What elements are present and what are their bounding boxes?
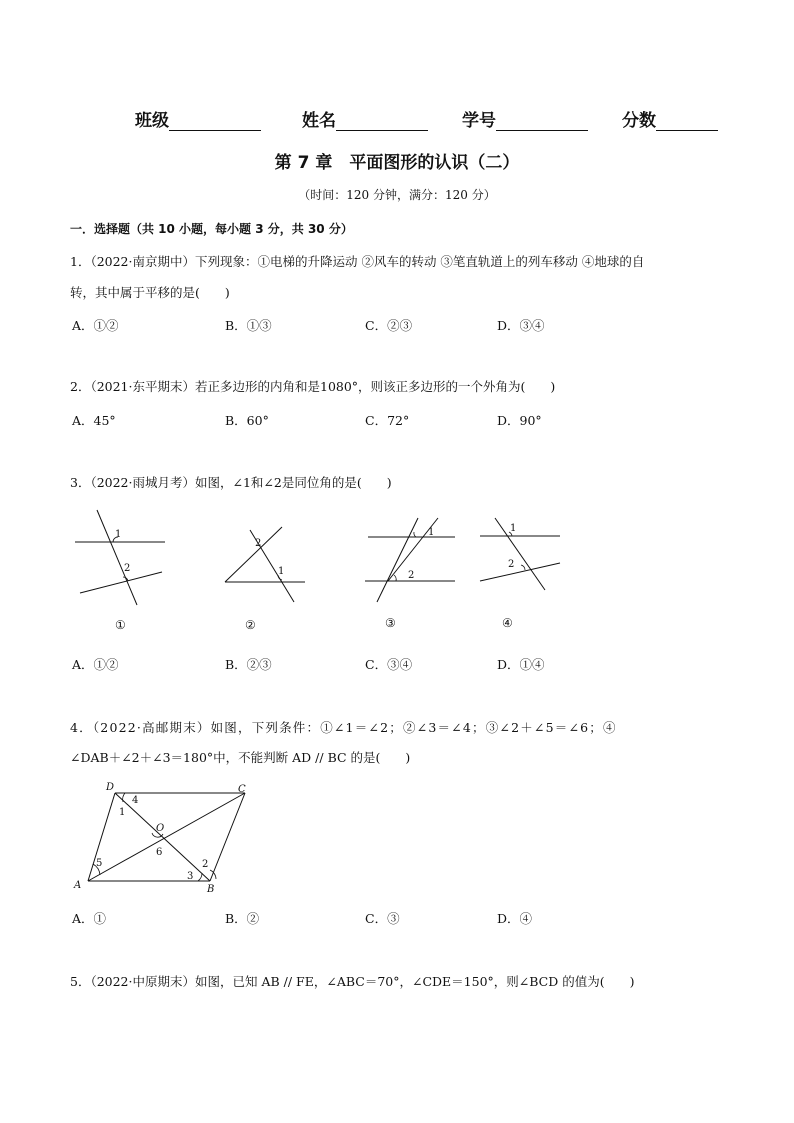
- q3-figure-1: [70, 505, 170, 610]
- question-2-text: 2．（2021·东平期末）若正多边形的内角和是1080°，则该正多边形的一个外角为( ): [70, 379, 556, 394]
- q4-option-c[interactable]: C．③: [365, 911, 400, 926]
- q3-fig4-angle-2: 2: [508, 559, 515, 570]
- q4-option-b[interactable]: B．②: [225, 911, 260, 926]
- class-label: 班级: [135, 111, 169, 131]
- id-blank[interactable]: [496, 112, 588, 131]
- class-blank[interactable]: [169, 112, 261, 131]
- q3-caption-2: ②: [245, 618, 256, 632]
- q3-option-c[interactable]: C．③④: [365, 657, 413, 672]
- q4-angle-1: 1: [119, 807, 126, 818]
- score-blank[interactable]: [656, 112, 718, 131]
- question-3-text: 3．（2022·雨城月考）如图，∠1和∠2是同位角的是( ): [70, 475, 392, 490]
- q4-label-d: D: [106, 782, 115, 793]
- q4-label-o: O: [156, 823, 165, 834]
- name-field: [302, 106, 428, 131]
- q1-option-c[interactable]: C．②③: [365, 318, 413, 333]
- q4-option-a[interactable]: A．①: [72, 911, 107, 926]
- name-blank[interactable]: [336, 112, 428, 131]
- q3-fig2-angle-2: 2: [255, 538, 262, 549]
- q2-option-a[interactable]: A．45°: [72, 413, 116, 428]
- q1-option-d[interactable]: D．③④: [497, 318, 545, 333]
- question-4-text: 4．（2022·高邮期末）如图，下列条件：①∠1＝∠2；②∠3＝∠4；③∠2＋∠5＝∠6；④: [70, 720, 617, 735]
- q3-option-b[interactable]: B．②③: [225, 657, 272, 672]
- q4-figure: [68, 776, 268, 896]
- question-1-text: 1．（2022·南京期中）下列现象：①电梯的升降运动 ②风车的转动 ③笔直轨道上的列车移动 ④地球的自: [70, 254, 645, 269]
- page-title: 第 7 章 平面图形的认识（二）: [274, 153, 520, 173]
- q2-option-b[interactable]: B．60°: [225, 413, 269, 428]
- q3-fig2-angle-1: 1: [278, 566, 285, 577]
- q2-option-d[interactable]: D．90°: [497, 413, 542, 428]
- section-heading: 一．选择题（共 10 小题，每小题 3 分，共 30 分）: [70, 222, 353, 236]
- q3-caption-4: ④: [502, 616, 513, 630]
- id-label: 学号: [462, 111, 496, 131]
- q4-label-b: B: [207, 884, 215, 895]
- class-field: [135, 106, 261, 131]
- q3-fig1-angle-1: 1: [115, 529, 122, 540]
- score-label: 分数: [622, 111, 656, 131]
- id-field: [462, 106, 588, 131]
- q3-figure-2: [220, 522, 310, 607]
- q3-fig3-angle-1: 1: [428, 527, 435, 538]
- q3-caption-1: ①: [115, 618, 126, 632]
- q4-label-a: A: [74, 880, 82, 891]
- q3-figure-3: [360, 515, 460, 605]
- q3-fig4-angle-1: 1: [510, 523, 517, 534]
- question-4-text-cont: ∠DAB＋∠2＋∠3＝180°中，不能判断 AD // BC 的是( ): [70, 750, 411, 765]
- question-1-text-cont: 转，其中属于平移的是( ): [70, 285, 230, 300]
- q3-figure-4: [475, 515, 565, 605]
- q3-fig1-angle-2: 2: [124, 563, 131, 574]
- q3-option-d[interactable]: D．①④: [497, 657, 545, 672]
- q4-angle-5: 5: [96, 858, 103, 869]
- question-5-text: 5．（2022·中原期末）如图，已知 AB // FE，∠ABC＝70°，∠CDE＝150°，则∠BCD 的值为( ): [70, 974, 635, 989]
- q3-option-a[interactable]: A．①②: [72, 657, 119, 672]
- q4-option-d[interactable]: D．④: [497, 911, 533, 926]
- name-label: 姓名: [302, 111, 336, 131]
- q4-angle-4: 4: [132, 795, 139, 806]
- q4-angle-3: 3: [187, 871, 194, 882]
- q3-caption-3: ③: [385, 616, 396, 630]
- q1-option-a[interactable]: A．①②: [72, 318, 119, 333]
- q4-angle-2: 2: [202, 859, 209, 870]
- q4-angle-6: 6: [156, 847, 163, 858]
- q4-label-c: C: [238, 784, 246, 795]
- q1-option-b[interactable]: B．①③: [225, 318, 272, 333]
- score-field: [622, 106, 718, 131]
- page-subtitle: （时间：120 分钟，满分：120 分）: [298, 188, 496, 202]
- q3-fig3-angle-2: 2: [408, 570, 415, 581]
- q2-option-c[interactable]: C．72°: [365, 413, 410, 428]
